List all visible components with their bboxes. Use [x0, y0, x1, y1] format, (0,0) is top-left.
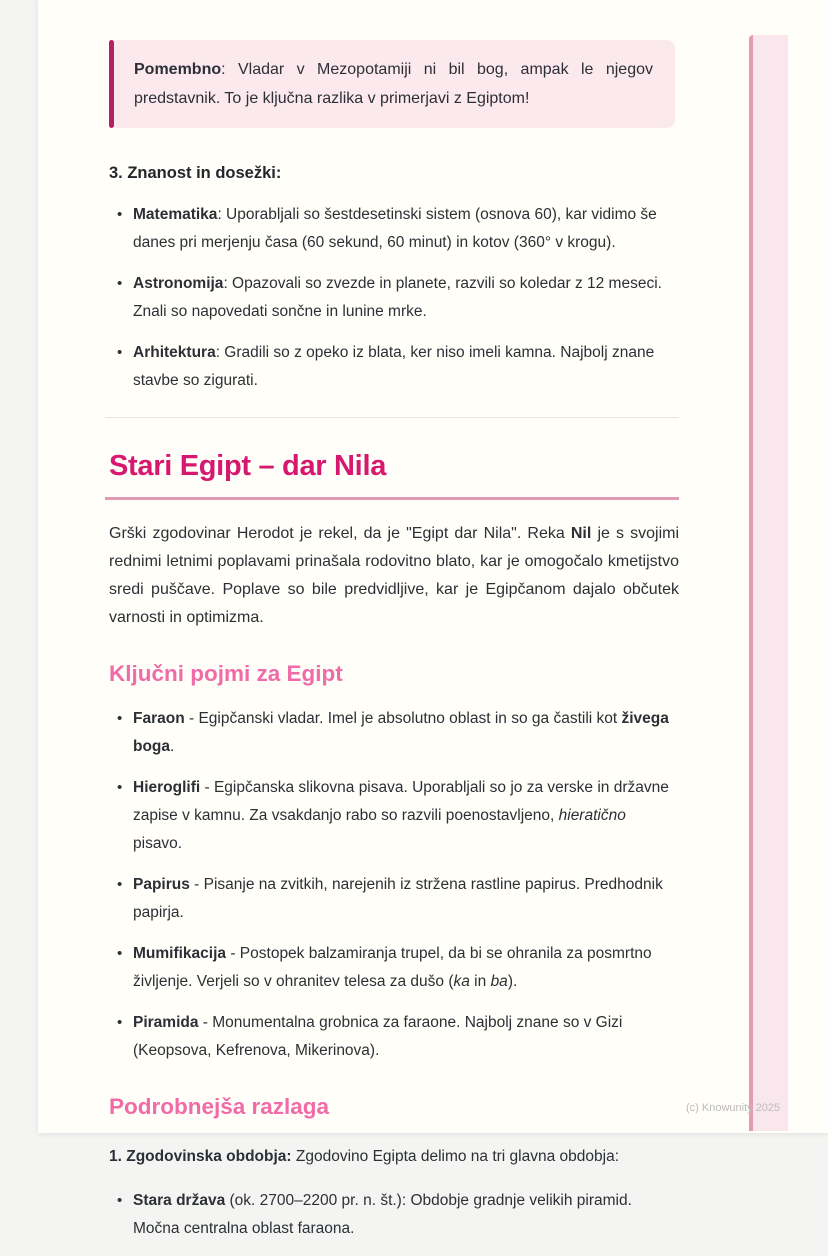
subheading-details: Podrobnejša razlaga [109, 1094, 330, 1119]
list-item: • Stara država (ok. 2700–2200 pr. n. št.): Obdobje gradnje velikih piramid. Močna centralna oblast faraona. [109, 1187, 679, 1243]
document-page [38, 0, 828, 1237]
side-accent-stripe [749, 35, 788, 1131]
main-title: Stari Egipt – dar Nila [105, 448, 679, 500]
science-list [109, 201, 679, 395]
section-divider [105, 417, 679, 418]
section-heading-science: 3. Znanost in dosežki: [109, 164, 282, 182]
list-item: • Matematika: Uporabljali so šestdesetinski sistem (osnova 60), kar vidimo še danes pri merjenju časa (60 sekund, 60 minut) in kotov (360° v krogu). [109, 201, 679, 257]
subheading-key-terms: Ključni pojmi za Egipt [109, 661, 343, 686]
intro-paragraph: Grški zgodovinar Herodot je rekel, da je "Egipt dar Nila". Reka Nil je s svojimi rednimi letnimi poplavami prinašala rodovitno blato, kar je omogočalo kmetijstvo sredi puščave. Poplave so bile predvidljive, kar je Egipčanom dajalo občutek varnosti in optimizma. [109, 525, 679, 626]
callout-text: Pomembno: Vladar v Mezopotamiji ni bil bog, ampak le njegov predstavnik. To je ključna razlika v primerjavi z Egiptom! [134, 61, 653, 107]
list-item: • Piramida - Monumentalna grobnica za faraone. Najbolj znane so v Gizi (Keopsova, Kefrenova, Mikerinova). [109, 1009, 679, 1065]
page-content [109, 0, 679, 1256]
list-item: • Mumifikacija - Postopek balzamiranja trupel, da bi se ohranila za posmrtno življenje. Verjeli so v ohranitev telesa za dušo (ka in ba). [109, 940, 679, 996]
key-terms-list [109, 705, 679, 1065]
important-callout [109, 40, 675, 128]
list-item: • Faraon - Egipčanski vladar. Imel je absolutno oblast in so ga častili kot živega boga. [109, 705, 679, 761]
callout-accent-bar [109, 40, 114, 128]
details-list [109, 1187, 679, 1243]
list-item: • Papirus - Pisanje na zvitkih, narejenih iz stržena rastline papirus. Predhodnik papirja. [109, 871, 679, 927]
list-item: • Arhitektura: Gradili so z opeko iz blata, ker niso imeli kamna. Najbolj znane stavbe so zigurati. [109, 339, 679, 395]
list-item: • Hieroglifi - Egipčanska slikovna pisava. Uporabljali so jo za verske in državne zapise v kamnu. Za vsakdanjo rabo so razvili poenostavljeno, hieratično pisavo. [109, 774, 679, 858]
page-watermark: (c) Knowunity 2025 [686, 1102, 781, 1114]
details-intro: 1. Zgodovinska obdobja: Zgodovino Egipta delimo na tri glavna obdobja: [109, 1148, 620, 1165]
list-item: • Astronomija: Opazovali so zvezde in planete, razvili so koledar z 12 meseci. Znali so napovedati sončne in lunine mrke. [109, 270, 679, 326]
